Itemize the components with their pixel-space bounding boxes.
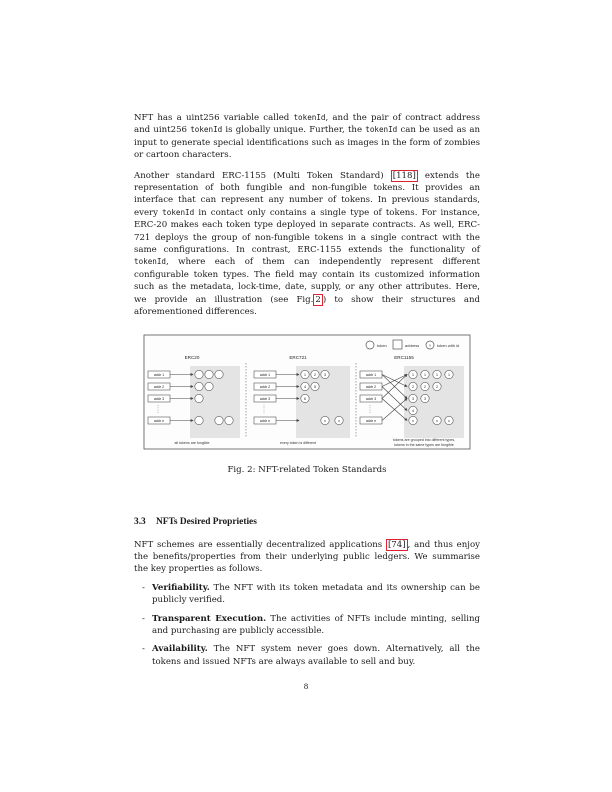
list-item [134, 643, 480, 668]
token-id-label: 1 [424, 372, 426, 377]
address-label: addr n [365, 418, 377, 423]
token-id-label: 2 [424, 384, 426, 389]
figure-reference-link[interactable]: 2 [315, 294, 321, 305]
citation-link[interactable]: [74] [387, 539, 406, 550]
token-id-label: 1 [448, 372, 450, 377]
address-label: addr 1 [259, 372, 271, 377]
legend-address-icon [393, 340, 402, 349]
token-id-label: 4 [304, 384, 306, 389]
list-dash: - [142, 613, 145, 624]
fungible-token [195, 394, 203, 402]
page-number: 8 [303, 681, 309, 691]
text-run: , and the pair of contract address and uint256 [134, 113, 480, 136]
fungible-token [195, 370, 203, 378]
token-id-label: x [338, 418, 340, 423]
code-tokenid: tokenId [365, 125, 398, 135]
legend-token-id-symbol: x [429, 343, 431, 347]
erc20-title: ERC20 [184, 354, 200, 360]
address-label: addr n [259, 418, 271, 423]
token-id-label: 1 [412, 372, 414, 377]
fungible-token [215, 370, 223, 378]
code-tokenid: tokenId [162, 207, 195, 217]
address-label: addr 2 [365, 384, 377, 389]
token-id-label: 4 [412, 408, 414, 413]
text-run: , where each of them can independently represent different configurable token types. The field may contain its customized information such as the metadata, lock-time, date, supply, or any other attributes. Here, we provide an illustration (see Fig. [134, 257, 480, 305]
list-dash: - [142, 582, 145, 593]
text-run: in contact only contains a single type of tokens. For instance, ERC-20 makes each token type deployed in separate contracts. As well, ERC-721 deploys the group of non-fungible tokens in a single contract with the same configurations. In contrast, ERC-1155 extends the functionality of [134, 207, 480, 256]
text-run: NFT schemes are essentially decentralized applications [134, 539, 386, 550]
property-text: The NFT with its token metadata and its ownership can be publicly verified. [152, 582, 480, 606]
section-number: 3.3 [134, 516, 146, 527]
fungible-token [195, 416, 203, 424]
property-term: Transparent Execution. [152, 613, 267, 624]
address-label: addr 3 [365, 396, 377, 401]
token-standards-figure [134, 333, 480, 451]
text-run: ) to show their structures and aforementioned differences. [134, 294, 480, 318]
token-id-label: x [324, 418, 326, 423]
legend-token-label: token [377, 342, 387, 348]
text-run: , and thus enjoy the benefits/properties from their underlying public ledgers. We summarise the key properties as follows. [134, 539, 480, 575]
paragraph-erc1155 [134, 170, 480, 319]
erc721-title: ERC721 [289, 354, 307, 360]
legend-token-id-label: token with id [437, 342, 460, 348]
erc1155-note-line1: tokens are grouped into different types, [392, 437, 456, 442]
address-label: addr 1 [153, 372, 165, 377]
erc1155-note-line2: tokens in the same types are fungible [394, 442, 454, 447]
legend-token-icon [366, 341, 374, 349]
address-label: addr 2 [153, 384, 165, 389]
token-id-label: 2 [436, 384, 438, 389]
text-run: extends the representation of both fungible and non-fungible tokens. It provides an interface that can represent any number of tokens. In previous standards, every [134, 170, 480, 218]
token-id-label: 5 [314, 384, 316, 389]
list-item [134, 613, 480, 638]
section-title: NFTs Desired Proprieties [156, 516, 257, 527]
fungible-token [195, 382, 203, 390]
properties-list [134, 582, 480, 668]
code-tokenid: tokenId [293, 113, 326, 122]
token-id-label: 1 [304, 372, 306, 377]
list-item [134, 582, 480, 607]
property-text: The NFT system never goes down. Alternatively, all the tokens and issued NFTs are always available to sell and buy. [152, 644, 480, 667]
token-id-label: 1 [436, 372, 438, 377]
fungible-token [205, 370, 213, 378]
fungible-token [215, 416, 223, 424]
token-id-label: 3 [412, 396, 414, 401]
citation-link[interactable]: [118] [392, 170, 416, 181]
property-term: Verifiability. [152, 582, 210, 593]
property-term: Availability. [152, 644, 208, 655]
token-id-label: 2 [314, 372, 316, 377]
address-label: addr 1 [365, 372, 377, 377]
address-label: addr 3 [259, 396, 271, 401]
erc20-note: all tokens are fungible [174, 440, 210, 445]
fungible-token [205, 382, 213, 390]
erc1155-title: ERC1155 [394, 354, 414, 360]
fungible-token [225, 416, 233, 424]
text-run: can be used as an input to generate special identifications such as images in the form of zombies or cartoon characters. [134, 125, 480, 161]
legend-address-label: address [405, 342, 420, 348]
token-id-label: 6 [304, 396, 306, 401]
paragraph-tokenid [134, 112, 480, 162]
token-id-label: x [436, 418, 438, 423]
section-heading [134, 517, 480, 527]
token-id-label: x [412, 418, 414, 423]
address-label: addr 2 [259, 384, 271, 389]
figure-caption: Fig. 2: NFT-related Token Standards [227, 464, 387, 475]
paragraph-properties-intro [134, 539, 480, 576]
address-label: addr n [153, 418, 165, 423]
page-content [134, 112, 480, 674]
text-run: Another standard ERC-1155 (Multi Token Standard) [134, 170, 391, 181]
text-run: is globally unique. Further, the [222, 125, 366, 136]
erc721-note: every token is different [279, 440, 317, 445]
address-label: addr 3 [153, 396, 165, 401]
code-tokenid: tokenId [190, 125, 223, 135]
token-id-label: 3 [424, 396, 426, 401]
token-id-label: 3 [324, 372, 326, 377]
property-text: The activities of NFTs include minting, selling and purchasing are publicly accessible. [152, 613, 481, 636]
code-tokenid: tokenId [134, 257, 167, 267]
token-id-label: x [448, 418, 450, 423]
list-dash: - [142, 644, 145, 655]
token-id-label: 2 [412, 384, 414, 389]
text-run: NFT has a uint256 variable called [134, 113, 294, 123]
